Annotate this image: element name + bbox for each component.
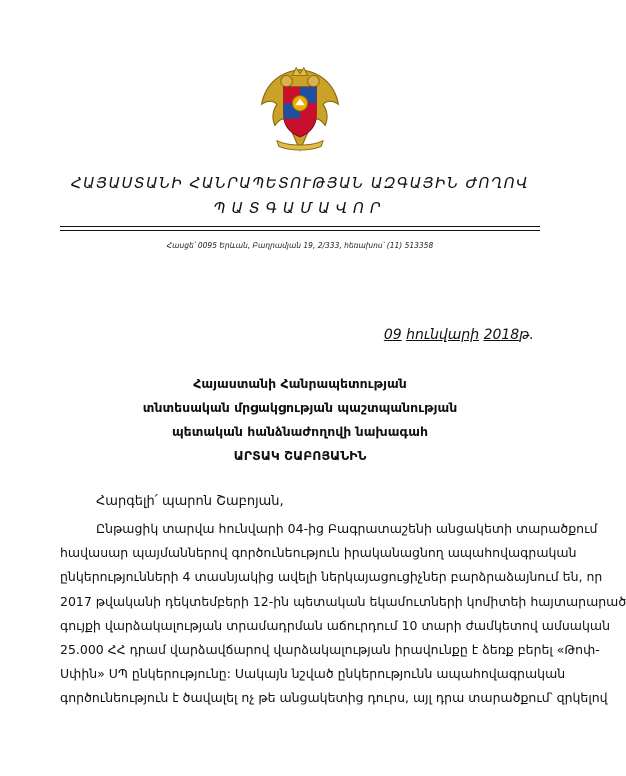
body-line: 25.000 ՀՀ դրամ վարձավճարով վարձակալության իրավունքը է ձեռք բերել «Թոփ-	[60, 641, 600, 657]
body-line: 2017 թվականի դեկտեմբերի 12-ին պետական եկամուտների կոմիտեի հայտարարած	[60, 593, 626, 609]
recipient-line: պետական հանձնաժողովի նախագահ	[171, 424, 429, 439]
body-line: Ընթացիկ տարվա հունվարի 04-ից Բագրատաշենի անցակետի տարածքում	[96, 521, 598, 536]
recipient-name: ԱՐՏԱԿ ՇԱԲՈՅԱՆԻՆ	[233, 448, 367, 463]
body-line: հավասար պայմաններով գործունեություն իրականացնող ապահովագրական	[60, 545, 577, 561]
date-day: 09	[383, 327, 402, 343]
office-address: Հասցե՝ 0095 Երևան, Բաղրամյան 19, 2/333, հեռախոս՝ (11) 513358	[166, 241, 434, 250]
header-divider-double	[60, 230, 540, 231]
salutation: Հարգելի՛ պարոն Շաբոյան,	[96, 494, 284, 509]
body-line: ընկերությունների 4 տասնյակից ավելի ներկայացուցիչներ բարձրաձայնում են, որ	[60, 569, 603, 585]
letter-date	[384, 327, 534, 343]
coat-of-arms-icon	[252, 62, 348, 158]
body-line: Սփին» ՍՊ ընկերությունը: Սակայն նշված ընկերությունն ապահովագրական	[60, 666, 566, 682]
date-month: հունվարի	[406, 327, 480, 343]
body-line: գույքի վարձակալության տրամադրման աճուրդում 10 տարի ժամկետով ամսական	[60, 617, 610, 633]
organization-title: ՀԱՅԱՍՏԱՆԻ ՀԱՆՐԱՊԵՏՈՒԹՅԱՆ ԱԶԳԱՅԻՆ ԺՈՂՈՎ	[70, 174, 530, 192]
date-year: 2018	[483, 327, 520, 343]
organization-subtitle: ՊԱՏԳԱՄԱՎՈՐ	[213, 199, 387, 217]
letter-body	[60, 517, 626, 711]
recipient-block	[0, 372, 600, 468]
header-divider	[60, 226, 540, 227]
recipient-line: տնտեսական մրցակցության պաշտպանության	[142, 400, 458, 415]
recipient-line: Հայաստանի Հանրապետության	[193, 376, 407, 391]
date-suffix: թ.	[519, 327, 534, 343]
body-line: գործունեություն է ծավալել ոչ թե անցակետից դուրս, այլ դրա տարածքում՝ զրկելով	[60, 690, 608, 706]
